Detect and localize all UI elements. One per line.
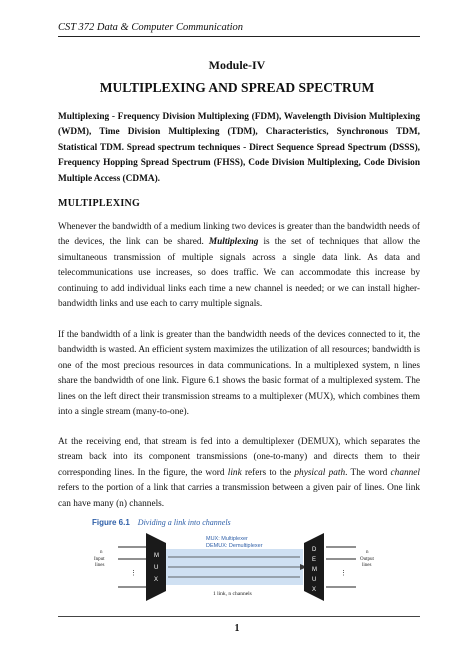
demux-letter-d: D (312, 547, 317, 553)
figure-caption (92, 518, 231, 527)
syllabus-paragraph: Multiplexing - Frequency Division Multiplexing (FDM), Wavelength Division Multiplexing (WDM), Time Division Multiplexing (TDM), Characteristics, Synchronous TDM, Statistical TDM. Spread spectrum techniques - Direct Sequence Spread Spectrum (DSSS), Frequency Hopping Spread Spectrum (FHSS), Code Division Multiplexing, Code Division Multiple Access (CDMA). (58, 112, 420, 184)
mux-demux-diagram (88, 527, 388, 607)
output-dots: ⋮ (340, 569, 347, 577)
input-dots: ⋮ (130, 569, 137, 577)
mux-letter-x: X (154, 577, 159, 583)
output-label-2: lines (362, 563, 372, 568)
output-label: Output (360, 557, 374, 562)
physical-path-term: physical path (294, 467, 346, 478)
paragraph-1-text-a: Whenever the bandwidth of a medium linking two devices is greater than the bandwidth needs of the devices, the link can be shared. (58, 222, 420, 248)
paragraph-3-text-b: refers to the (241, 467, 295, 478)
mux-letter-m: M (154, 553, 159, 559)
paragraph-2: If the bandwidth of a link is greater than the bandwidth needs of the devices connected to it, the bandwidth is wasted. An efficient system maximizes the utilization of all resources; bandwidth is one of the most precious resources in data communications. In a multiplexed system, n lines share the bandwidth of one link. Figure 6.1 shows the basic format of a multiplexed system. The lines on the left direct their transmission streams to a multiplexer (MUX), which combines them into a single stream (many-to-one). (58, 330, 420, 418)
paragraph-3-text-a: At the receiving end, that stream is fed into a demultiplexer (DEMUX), which separates the stream back into its component transmissions (one-to-many) and directs them to their corresponding lines. In the figure, the word (58, 437, 420, 478)
paragraph-3-text-c: . The word (345, 467, 391, 478)
demux-letter-m: M (312, 567, 317, 573)
demux-letter-x: X (312, 587, 317, 593)
footer-rule (58, 616, 420, 617)
link-label: 1 link, n channels (213, 591, 252, 597)
input-label-2: lines (95, 563, 105, 568)
paragraph-3 (58, 435, 420, 512)
paragraph-1 (58, 220, 420, 312)
demux-letter-u: U (312, 577, 317, 583)
input-n-label: n (100, 550, 103, 555)
link-term: link (227, 467, 242, 478)
paragraph-3-text-d: refers to the portion of a link that carries a transmission between a given pair of lines. One link can have many (n) channels. (58, 483, 420, 509)
input-label: Input (94, 557, 105, 562)
legend-demux: DEMUX: Demultiplexer (206, 543, 263, 549)
page-number: 1 (234, 623, 240, 634)
demux-letter-e: E (312, 557, 317, 563)
multiplexing-term: Multiplexing (208, 237, 259, 248)
page-title: MULTIPLEXING AND SPREAD SPECTRUM (99, 80, 375, 95)
mux-letter-u: U (154, 565, 159, 571)
figure-label: Figure 6.1 (92, 518, 130, 527)
output-n-label: n (366, 550, 369, 555)
legend-mux: MUX: Multiplexer (206, 536, 248, 542)
running-header: CST 372 Data & Computer Communication (58, 22, 420, 37)
channel-term: channel (390, 467, 420, 478)
section-heading: MULTIPLEXING (58, 198, 141, 209)
figure-caption-text: Dividing a link into channels (137, 518, 231, 527)
paragraph-1-text-b: is the set of techniques that allow the simultaneous transmission of multiple signals across a single data link. As data and telecommunications use increases, so does traffic. We can accommodate this increase by continuing to add individual links each time a new channel is needed; or we can install higher-bandwidth links and use each to carry multiple signals. (58, 237, 420, 310)
module-heading: Module-IV (208, 58, 266, 72)
